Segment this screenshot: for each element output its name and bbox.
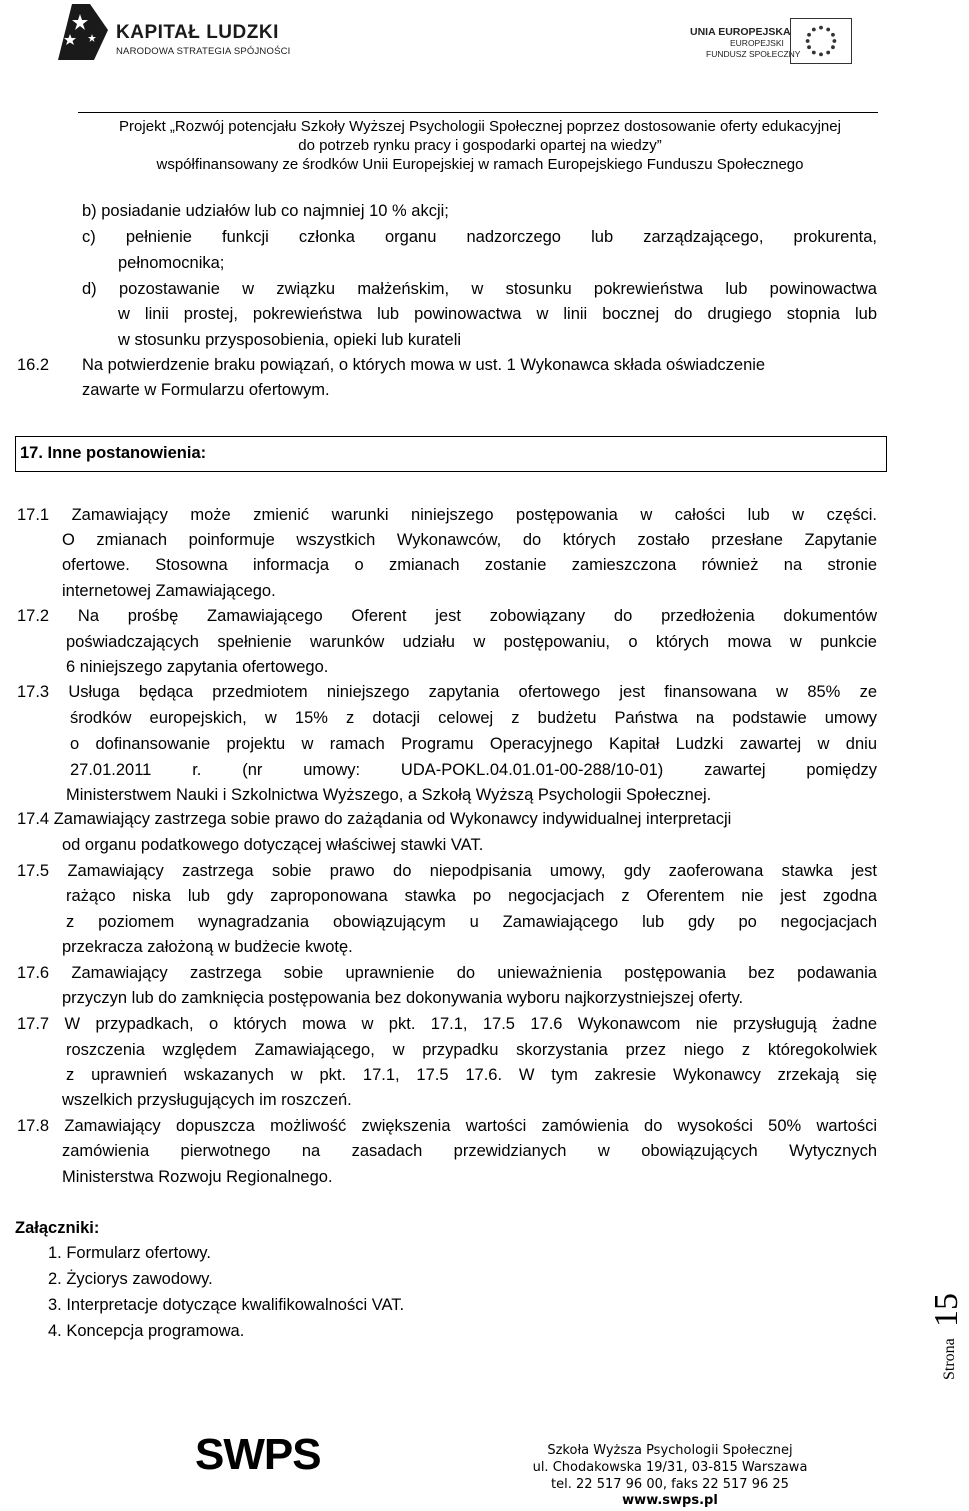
swps-logo: SWPS — [195, 1430, 321, 1479]
page-number — [925, 1290, 969, 1410]
item-c-line-1: c) pełnienie funkcji członka organu nadzorczego lub zarządzającego, prokurenta, — [82, 228, 877, 246]
item-d-line-1: d) pozostawanie w związku małżeńskim, w stosunku pokrewieństwa lub powinowactwa — [82, 280, 877, 298]
p17-7-line-3: z uprawnień wskazanych w pkt. 17.1, 17.5 17.6. W tym zakresie Wykonawcy zrzekają się — [66, 1066, 877, 1084]
p17-5-line-2: rażąco niska lub gdy zaproponowana stawka po negocjacjach z Oferentem nie jest zgodna — [66, 887, 877, 905]
p17-4-line-1: 17.4 Zamawiający zastrzega sobie prawo do zażądania od Wykonawcy indywidualnej interpretacji — [17, 810, 732, 828]
project-line-3: współfinansowany ze środków Unii Europejskiej w ramach Europejskiego Funduszu Społecznego — [156, 156, 804, 173]
page-number-value: 15 — [928, 1293, 965, 1327]
p17-3-line-5: Ministerstwem Nauki i Szkolnictwa Wyższego, a Szkołą Wyższą Psychologii Społecznej. — [66, 786, 712, 804]
eu-subtitle-2: FUNDUSZ SPOŁECZNY — [706, 49, 801, 59]
kapital-ludzki-title: KAPITAŁ LUDZKI — [116, 22, 279, 43]
p17-3-line-1: 17.3 Usługa będąca przedmiotem niniejszego zapytania ofertowego jest finansowana w 85% ze — [17, 683, 877, 701]
footer-phone: tel. 22 517 96 00, faks 22 517 96 25 — [551, 1477, 789, 1492]
attachment-item: 1. Formularz ofertowy. — [48, 1244, 211, 1262]
p17-3-line-3: o dofinansowanie projektu w ramach Programu Operacyjnego Kapitał Ludzki zawartej w dniu — [70, 735, 877, 753]
p17-3-line-4: 27.01.2011 r. (nr umowy: UDA-POKL.04.01.01-00-288/10-01) zawartej pomiędzy — [70, 761, 877, 779]
project-line-2: do potrzeb rynku pracy i gospodarki opartej na wiedzy” — [298, 137, 662, 154]
footer-school-name: Szkoła Wyższa Psychologii Społecznej — [547, 1443, 793, 1458]
paragraph-16-2-line-2: zawarte w Formularzu ofertowym. — [82, 381, 330, 399]
attachment-item: 4. Koncepcja programowa. — [48, 1322, 245, 1340]
eu-title: UNIA EUROPEJSKA — [690, 26, 791, 38]
p17-8-line-1: 17.8 Zamawiający dopuszcza możliwość zwiększenia wartości zamówienia do wysokości 50% wartości — [17, 1117, 877, 1135]
p17-5-line-3: z poziomem wynagradzania obowiązującym u Zamawiającego lub gdy po negocjacjach — [66, 913, 877, 931]
p17-7-line-2: roszczenia względem Zamawiającego, w przypadku skorzystania przez niego z któregokolwiek — [66, 1041, 877, 1059]
eu-subtitle-1: EUROPEJSKI — [730, 38, 784, 48]
item-c-line-2: pełnomocnika; — [118, 254, 225, 272]
paragraph-16-2-line-1: Na potwierdzenie braku powiązań, o których mowa w ust. 1 Wykonawca składa oświadczenie — [82, 356, 766, 374]
p17-8-line-2: zamówienia pierwotnego na zasadach przewidzianych w obowiązujących Wytycznych — [62, 1142, 877, 1160]
item-b: b) posiadanie udziałów lub co najmniej 10 % akcji; — [82, 202, 449, 220]
p17-3-line-2: środków europejskich, w 15% z dotacji celowej z budżetu Państwa na podstawie umowy — [70, 709, 877, 727]
p17-8-line-3: Ministerstwa Rozwoju Regionalnego. — [62, 1168, 333, 1186]
footer-address: ul. Chodakowska 19/31, 03-815 Warszawa — [532, 1460, 808, 1475]
item-d-line-2: w linii prostej, pokrewieństwa lub powinowactwa w linii bocznej do drugiego stopnia lub — [118, 305, 877, 323]
attachment-item: 3. Interpretacje dotyczące kwalifikowalności VAT. — [48, 1296, 405, 1314]
p17-1-line-2: O zmianach poinformuje wszystkich Wykonawców, do których zostało przesłane Zapytanie — [62, 531, 877, 549]
item-d-line-3: w stosunku przysposobienia, opieki lub kurateli — [118, 331, 462, 349]
p17-2-line-1: 17.2 Na prośbę Zamawiającego Oferent jest zobowiązany do przedłożenia dokumentów — [17, 607, 877, 625]
p17-2-line-3: 6 niniejszego zapytania ofertowego. — [66, 658, 329, 676]
project-line-1: Projekt „Rozwój potencjału Szkoły Wyższej Psychologii Społecznej poprzez dostosowanie oferty edukacyjnej — [119, 118, 841, 135]
p17-1-line-1: 17.1 Zamawiający może zmienić warunki niniejszego postępowania w całości lub w części. — [17, 506, 877, 524]
paragraph-16-2-number: 16.2 — [17, 356, 50, 374]
p17-5-line-1: 17.5 Zamawiający zastrzega sobie prawo do niepodpisania umowy, gdy zaoferowana stawka jest — [17, 862, 877, 880]
header-divider — [78, 112, 878, 113]
p17-7-line-4: wszelkich przysługujących im roszczeń. — [62, 1091, 352, 1109]
p17-6-line-2: przyczyn lub do zamknięcia postępowania bez dokonywania wyboru najkorzystniejszej oferty. — [62, 989, 744, 1007]
p17-6-line-1: 17.6 Zamawiający zastrzega sobie uprawnienie do unieważnienia postępowania bez podawania — [17, 964, 877, 982]
p17-1-line-3: ofertowe. Stosowna informacja o zmianach zostanie zamieszczona również na stronie — [62, 556, 877, 574]
eu-flag-icon — [790, 18, 852, 64]
footer-website: www.swps.pl — [622, 1493, 718, 1508]
section-17-title: 17. Inne postanowienia: — [20, 444, 207, 462]
p17-7-line-1: 17.7 W przypadkach, o których mowa w pkt. 17.1, 17.5 17.6 Wykonawcom nie przysługują żadne — [17, 1015, 877, 1033]
page-label: Strona — [941, 1338, 958, 1380]
p17-1-line-4: internetowej Zamawiającego. — [62, 582, 276, 600]
kapital-ludzki-subtitle: NARODOWA STRATEGIA SPÓJNOŚCI — [116, 46, 291, 57]
p17-4-line-2: od organu podatkowego dotyczącej właściwej stawki VAT. — [62, 836, 484, 854]
attachments-title: Załączniki: — [15, 1219, 100, 1237]
p17-5-line-4: przekracza założoną w budżecie kwotę. — [62, 938, 353, 956]
attachment-item: 2. Życiorys zawodowy. — [48, 1270, 213, 1288]
p17-2-line-2: poświadczających spełnienie warunków udziału w postępowaniu, o których mowa w punkcie — [66, 633, 877, 651]
